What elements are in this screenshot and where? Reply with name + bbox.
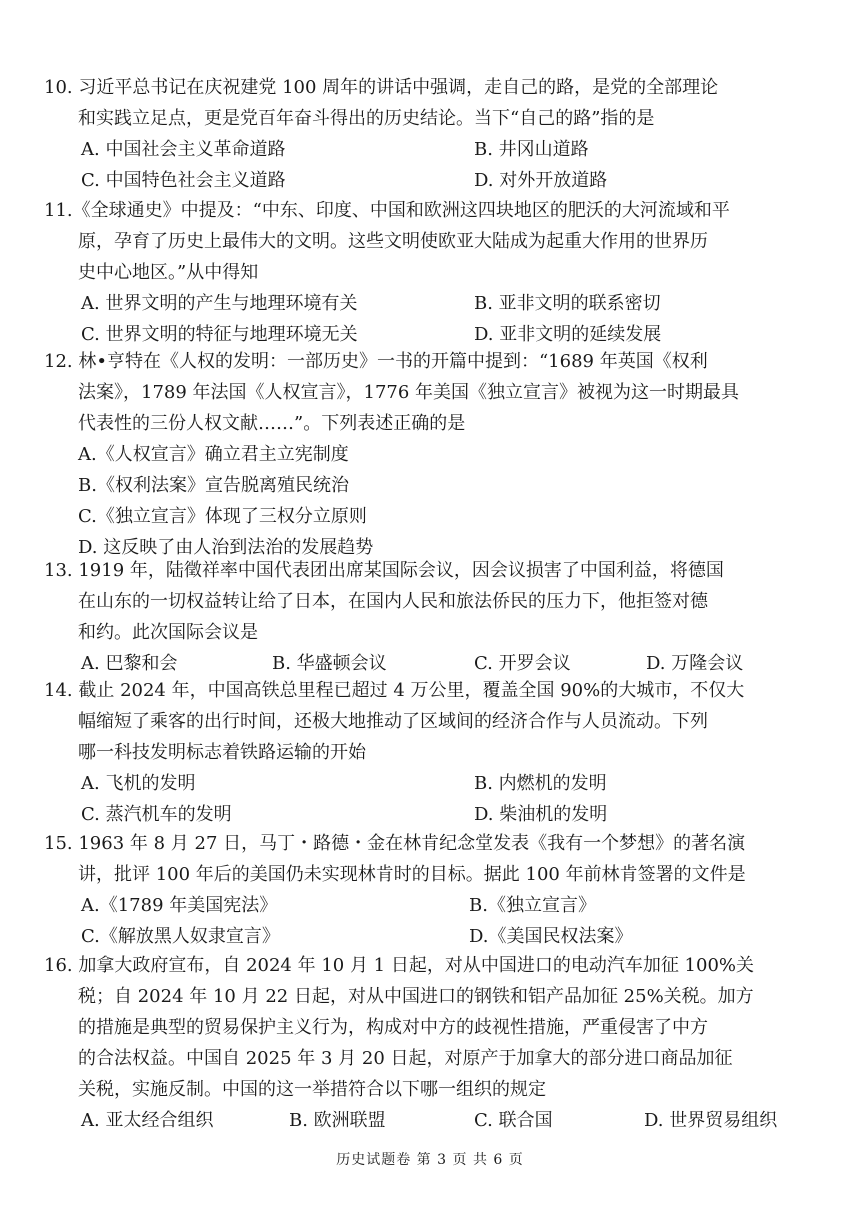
stem-line: 14. 截止 2024 年，中国高铁总里程已超过 4 万公里，覆盖全国 90%的大城市，不仅大 — [44, 680, 745, 701]
option-c: C. 世界文明的特征与地理环境无关 — [81, 324, 358, 345]
stem-line: 15. 1963 年 8 月 27 日，马丁・路德・金在林肯纪念堂发表《我有一个梦想》的著名演 — [44, 833, 746, 854]
question-11 — [44, 195, 814, 350]
option-b: B. 内燃机的发明 — [474, 773, 607, 794]
stem-line: 法案》，1789 年法国《人权宣言》，1776 年美国《独立宣言》被视为这一时期最具 — [78, 382, 740, 403]
question-14 — [44, 675, 814, 830]
option-row — [44, 890, 814, 921]
question-12 — [44, 346, 814, 563]
stem-line: 和约。此次国际会议是 — [78, 622, 258, 643]
question-10 — [44, 72, 814, 196]
stem-line: 史中心地区。”从中得知 — [78, 262, 259, 283]
option-c: C. 开罗会议 — [474, 653, 571, 674]
stem-line: 原，孕育了历史上最伟大的文明。这些文明使欧亚大陆成为起重大作用的世界历 — [78, 231, 708, 252]
question-stem — [44, 195, 814, 288]
option-d: D. 万隆会议 — [646, 653, 744, 674]
option-b: B.《独立宣言》 — [469, 895, 596, 916]
option-b: B. 华盛顿会议 — [272, 653, 387, 674]
stem-line: 讲，批评 100 年后的美国仍未实现林肯时的目标。据此 100 年前林肯签署的文件是 — [78, 864, 746, 885]
option-row — [44, 288, 814, 319]
stem-line: 的措施是典型的贸易保护主义行为，构成对中方的歧视性措施，严重侵害了中方 — [78, 1017, 708, 1038]
option-a: A. 世界文明的产生与地理环境有关 — [81, 293, 358, 314]
option-a: A.《人权宣言》确立君主立宪制度 — [78, 444, 349, 465]
stem-line: 在山东的一切权益转让给了日本，在国内人民和旅法侨民的压力下，他拒签对德 — [78, 591, 708, 612]
option-c: C. 蒸汽机车的发明 — [81, 804, 232, 825]
stem-line: 16. 加拿大政府宣布，自 2024 年 10 月 1 日起，对从中国进口的电动汽车加征 100%关 — [44, 955, 755, 976]
question-16 — [44, 950, 814, 1136]
stem-line: 的合法权益。中国自 2025 年 3 月 20 日起，对原产于加拿大的部分进口商品加征 — [78, 1048, 733, 1069]
option-c: C.《解放黑人奴隶宣言》 — [81, 926, 280, 947]
option-d: D. 这反映了由人治到法治的发展趋势 — [78, 537, 374, 558]
option-b: B. 井冈山道路 — [474, 139, 589, 160]
option-a: A. 飞机的发明 — [81, 773, 196, 794]
option-a: A. 巴黎和会 — [81, 653, 178, 674]
question-stem — [44, 346, 814, 439]
stem-line: 和实践立足点，更是党百年奋斗得出的历史结论。当下“自己的路”指的是 — [78, 108, 655, 129]
option-a: A. 亚太经合组织 — [81, 1110, 214, 1131]
stem-line: 代表性的三份人权文献……”。下列表述正确的是 — [78, 413, 466, 434]
question-stem — [44, 828, 814, 890]
stem-line: 11.《全球通史》中提及：“中东、印度、中国和欧洲这四块地区的肥沃的大河流域和平 — [44, 200, 730, 221]
option-d: D. 柴油机的发明 — [474, 804, 608, 825]
option-d: D. 对外开放道路 — [474, 170, 608, 191]
question-stem — [44, 555, 814, 648]
option-d: D. 亚非文明的延续发展 — [474, 324, 662, 345]
option-row — [44, 768, 814, 799]
question-stem — [44, 675, 814, 768]
question-15 — [44, 828, 814, 952]
option-a: A.《1789 年美国宪法》 — [81, 895, 278, 916]
option-c: C. 联合国 — [474, 1110, 553, 1131]
stem-line: 10. 习近平总书记在庆祝建党 100 周年的讲话中强调，走自己的路，是党的全部理论 — [44, 77, 719, 98]
option-row — [44, 799, 814, 830]
option-d: D.《美国民权法案》 — [469, 926, 633, 947]
option-row — [44, 165, 814, 196]
stem-line: 幅缩短了乘客的出行时间，还极大地推动了区域间的经济合作与人员流动。下列 — [78, 711, 708, 732]
option-a: A. 中国社会主义革命道路 — [81, 139, 286, 160]
option-c: C.《独立宣言》体现了三权分立原则 — [78, 506, 367, 527]
stem-line: 13. 1919 年，陆徵祥率中国代表团出席某国际会议，因会议损害了中国利益，将德国 — [44, 560, 724, 581]
page-footer: 历史试题卷 第 3 页 共 6 页 — [336, 1152, 524, 1168]
stem-line: 12. 林•亨特在《人权的发明：一部历史》一书的开篇中提到：“1689 年英国《权利 — [44, 351, 708, 372]
option-row — [44, 921, 814, 952]
stem-line: 关税，实施反制。中国的这一举措符合以下哪一组织的规定 — [78, 1079, 546, 1100]
question-13 — [44, 555, 814, 679]
option-row — [44, 134, 814, 165]
option-c: C. 中国特色社会主义道路 — [81, 170, 286, 191]
option-row — [44, 1105, 814, 1136]
question-stem — [44, 950, 814, 1105]
stem-line: 税；自 2024 年 10 月 22 日起，对从中国进口的钢铁和铝产品加征 25%关税。加方 — [78, 986, 754, 1007]
option-b: B. 亚非文明的联系密切 — [474, 293, 661, 314]
option-b: B.《权利法案》宣告脱离殖民统治 — [78, 475, 349, 496]
question-stem — [44, 72, 814, 134]
option-b: B. 欧洲联盟 — [289, 1110, 386, 1131]
stem-line: 哪一科技发明标志着铁路运输的开始 — [78, 742, 366, 763]
option-d: D. 世界贸易组织 — [644, 1110, 778, 1131]
